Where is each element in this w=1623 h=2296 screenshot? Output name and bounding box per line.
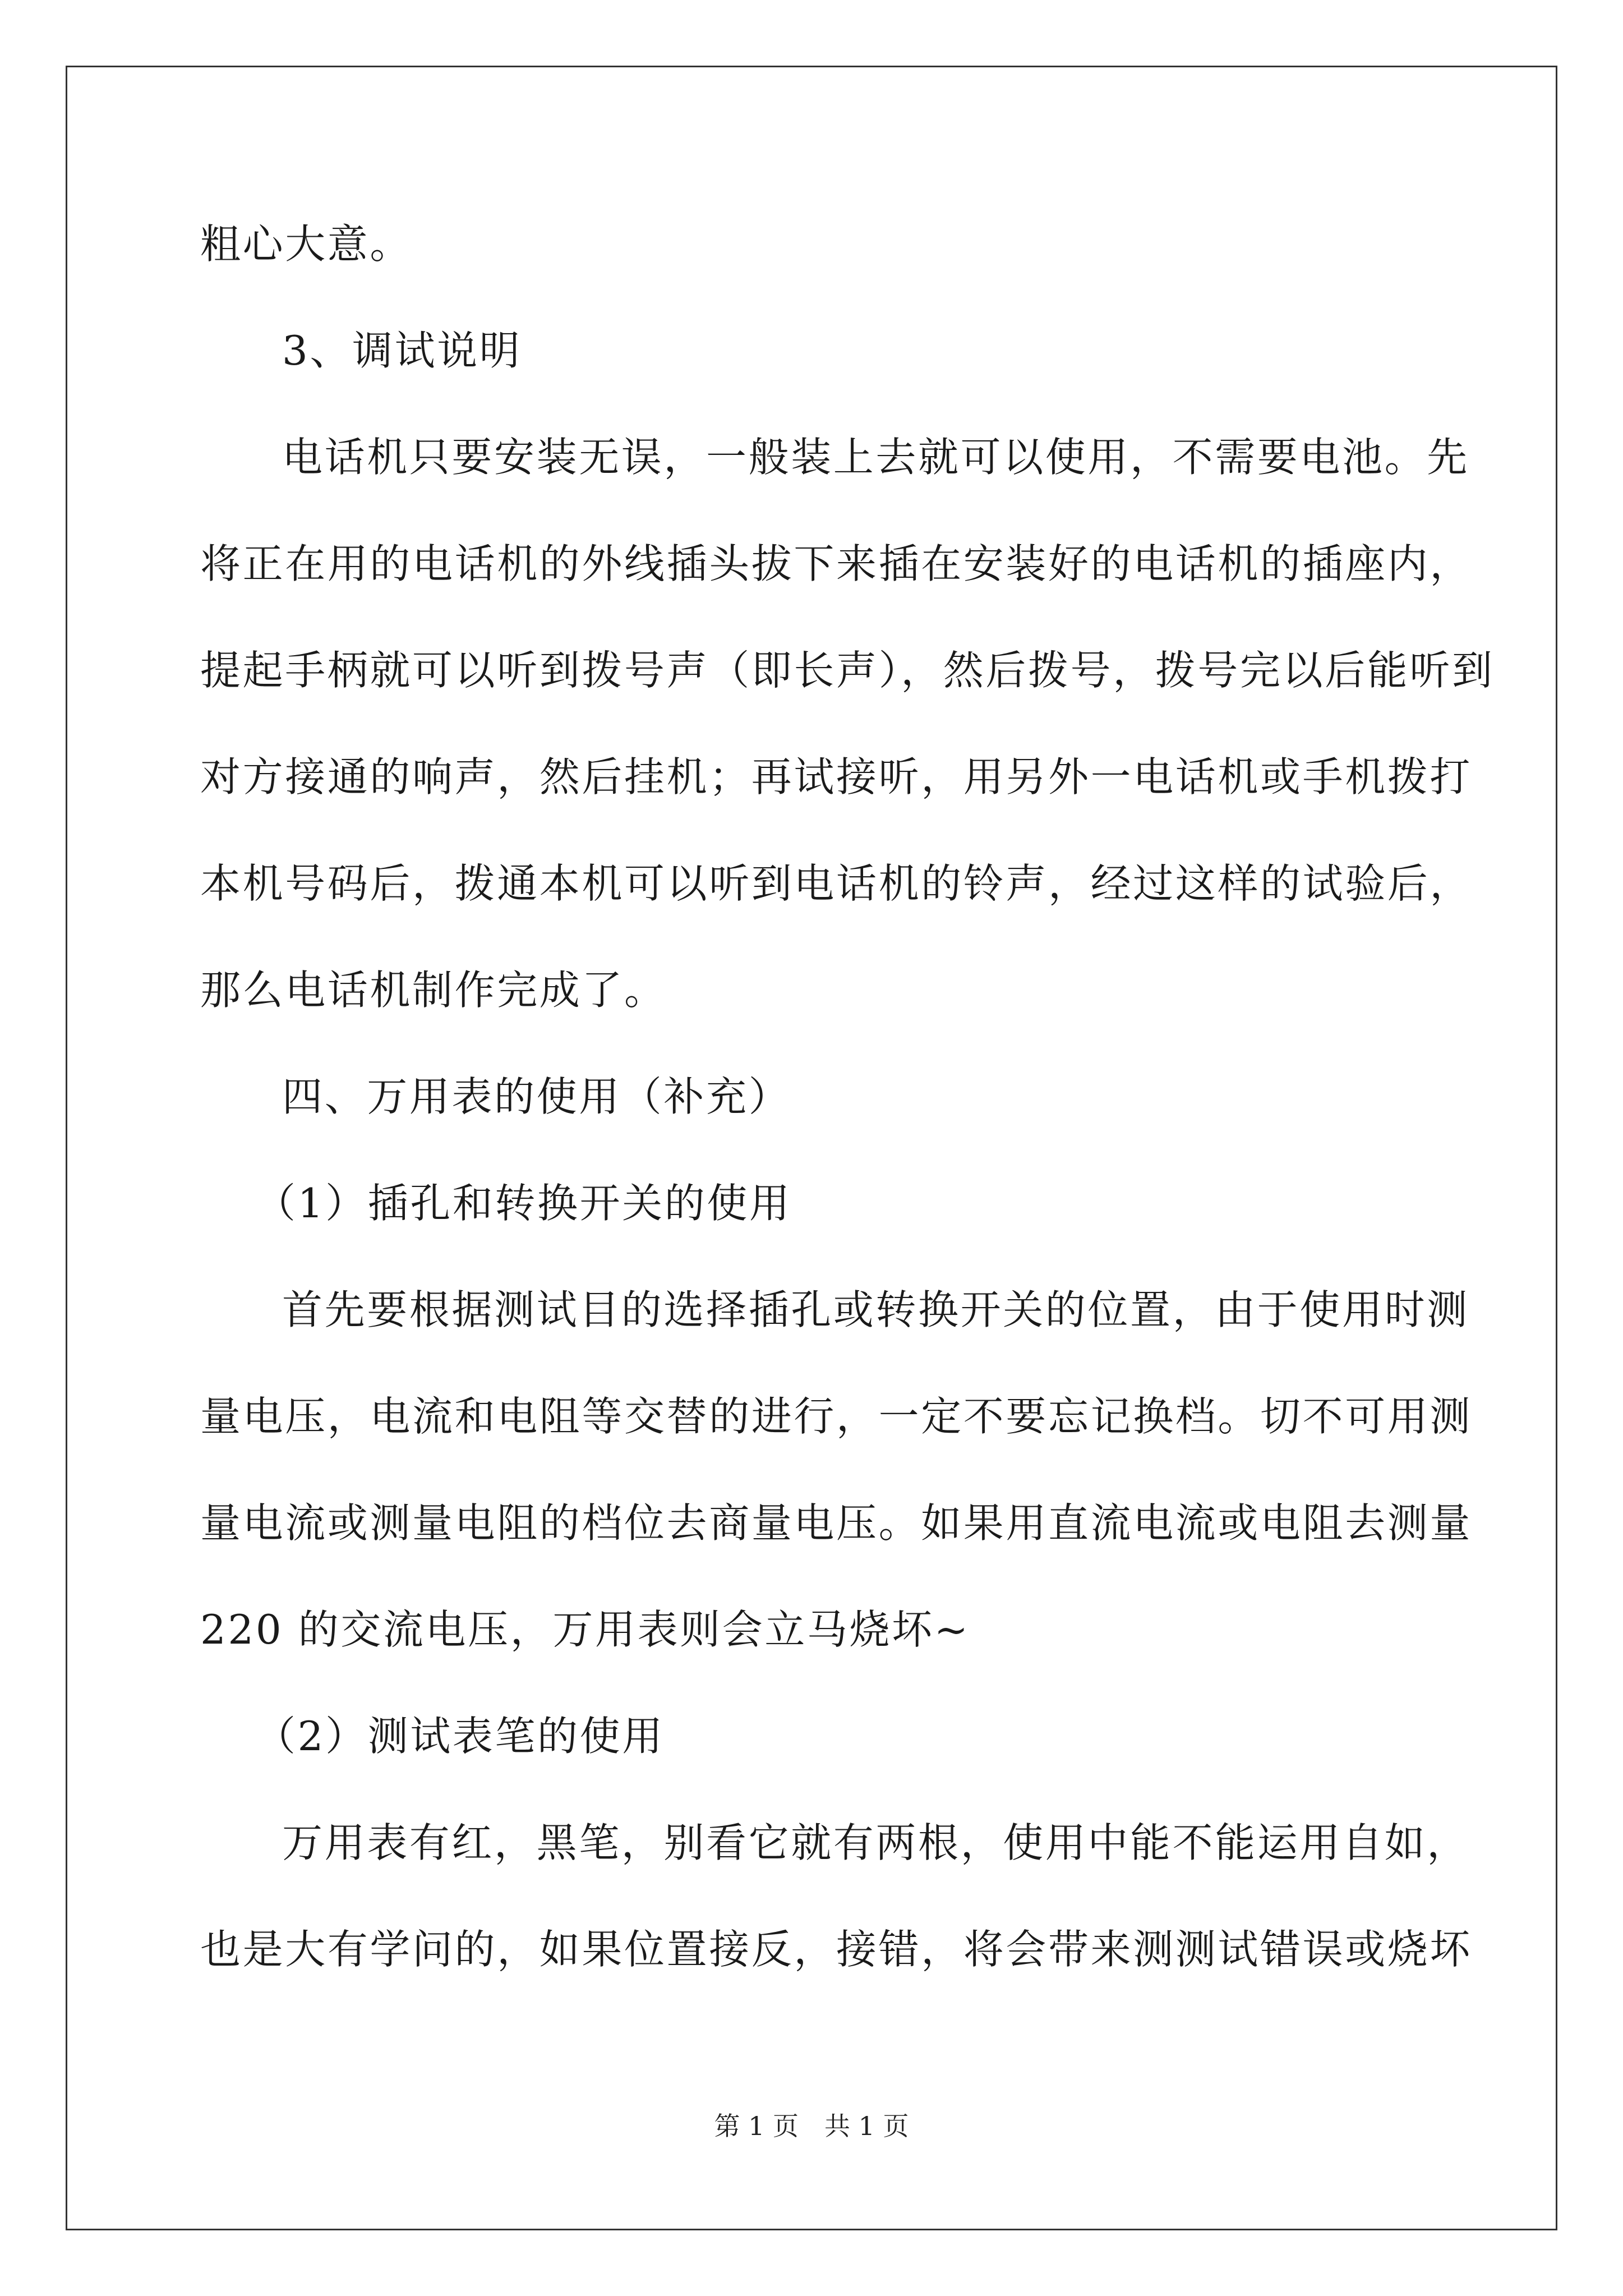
subsection-heading: （2）测试表笔的使用 <box>255 1713 665 1760</box>
text-line: 量电流或测量电阻的档位去商量电压。如果用直流电流或电阻去测量 <box>200 1499 1473 1547</box>
text-line: 提起手柄就可以听到拨号声（即长声），然后拨号，拨号完以后能听到 <box>200 647 1495 694</box>
section-heading: 四、万用表的使用（补充） <box>282 1073 791 1120</box>
text-line: 将正在用的电话机的外线插头拔下来插在安装好的电话机的插座内， <box>200 540 1473 587</box>
text-line: 也是大有学问的，如果位置接反，接错，将会带来测测试错误或烧坏 <box>200 1926 1473 1973</box>
text-line: 那么电话机制作完成了。 <box>200 967 667 1014</box>
text-line: 对方接通的响声，然后挂机；再试接听，用另外一电话机或手机拨打 <box>200 753 1473 800</box>
text-line: 万用表有红，黑笔，别看它就有两根，使用中能不能运用自如， <box>282 1819 1469 1866</box>
page-border <box>66 66 1557 2230</box>
text-line: 220 的交流电压，万用表则会立马烧坏~ <box>200 1606 970 1653</box>
text-line: 本机号码后，拨通本机可以听到电话机的铃声，经过这样的试验后， <box>200 860 1473 907</box>
section-heading: 3、调试说明 <box>282 327 522 374</box>
text-line: 首先要根据测试目的选择插孔或转换开关的位置，由于使用时测 <box>282 1286 1469 1333</box>
text-line: 量电压，电流和电阻等交替的进行，一定不要忘记换档。切不可用测 <box>200 1393 1473 1440</box>
text-line: 电话机只要安装无误，一般装上去就可以使用，不需要电池。先 <box>282 434 1469 481</box>
text-line: 粗心大意。 <box>200 220 413 268</box>
page-footer: 第 1 页 共 1 页 <box>714 2111 909 2141</box>
subsection-heading: （1）插孔和转换开关的使用 <box>255 1180 792 1227</box>
